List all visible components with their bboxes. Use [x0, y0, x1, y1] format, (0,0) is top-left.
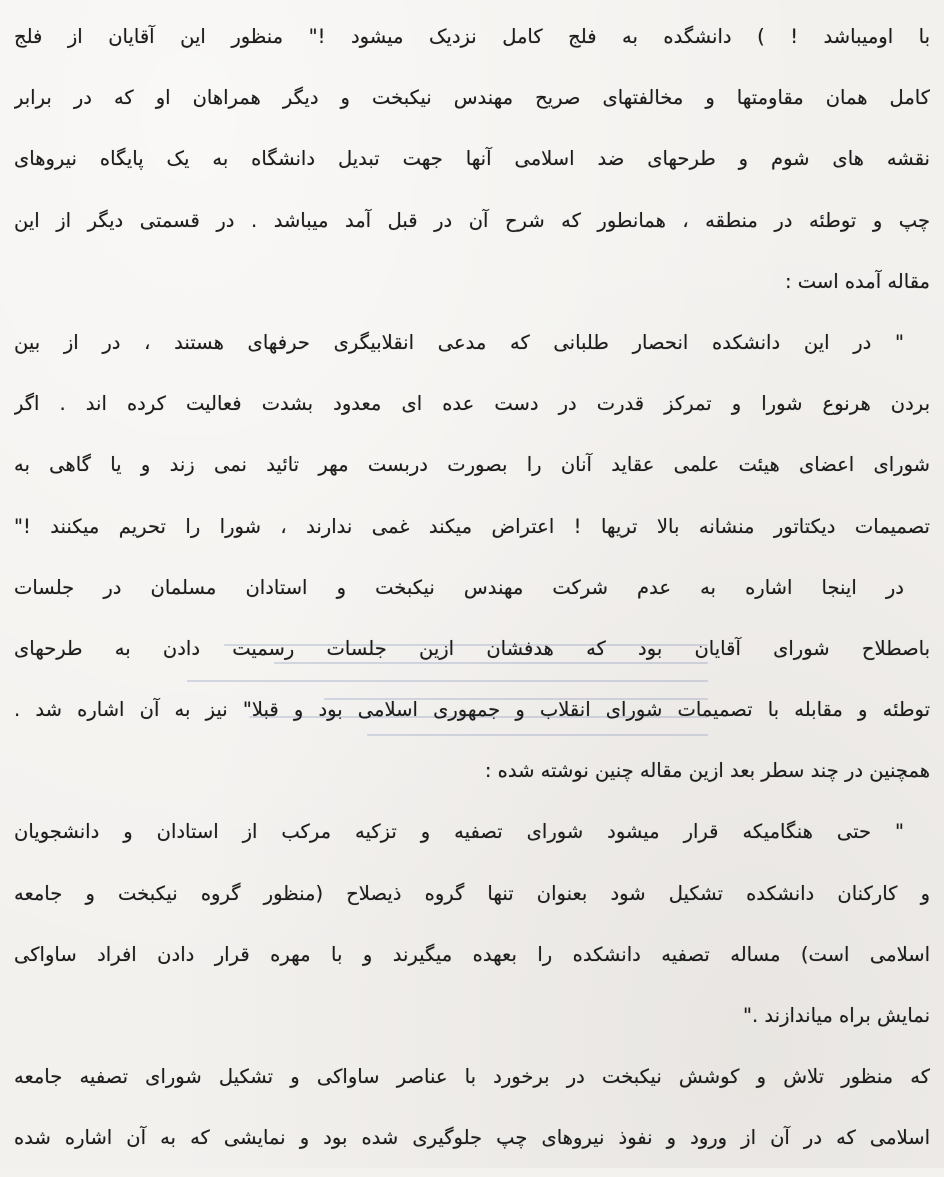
quote-line: " حتی هنگامیکه قرار میشود شورای تصفیه و تزکیه مرکب از استادان و دانشجویان: [14, 820, 904, 844]
text-line: نقشه های شوم و طرحهای ضد اسلامی آنها جهت تبدیل دانشگاه به یک پایگاه نیروهای: [14, 147, 930, 171]
quote-line: " در این دانشکده انحصار طلبانی که مدعی انقلابیگری حرفهای هستند ، در از بین: [14, 330, 904, 354]
text-line: چپ و توطئه در منطقه ، همانطور که شرح آن در قبل آمد میباشد . در قسمتی دیگر از این: [14, 208, 930, 232]
document-text-block: [14, 14, 930, 1177]
text-line: کامل همان مقاومتها و مخالفتهای صریح مهندس نیکبخت و دیگر همراهان او که در برابر: [14, 86, 930, 110]
text-line: مقاله آمده است :: [784, 269, 930, 293]
text-line: اسلامی که در آن از ورود و نفوذ نیروهای چپ جلوگیری شده بود و نمایشی که به آن اشاره شده: [14, 1126, 930, 1150]
text-line: همچنین در چند سطر بعد ازین مقاله چنین نوشته شده :: [484, 759, 930, 783]
quote-line: و کارکنان دانشکده تشکیل شود بعنوان تنها گروه ذیصلاح (منظور گروه نیکبخت و جامعه: [14, 881, 930, 905]
text-line: توطئه و مقابله با تصمیمات شورای انقلاب و جمهوری اسلامی بود و قبلا" نیز به آن اشاره شد .: [14, 698, 930, 722]
quote-line: تصمیمات دیکتاتور منشانه بالا تریها ! اعتراض میکند غمی ندارند ، شورا را تحریم میکنند !": [14, 514, 930, 538]
quote-line: بردن هرنوع شورا و تمرکز قدرت در دست عده ای معدود بشدت فعالیت کرده اند . اگر: [14, 392, 930, 416]
text-line: که منظور تلاش و کوشش نیکبخت در برخورد با عناصر ساواکی و تشکیل شورای تصفیه جامعه: [14, 1065, 930, 1089]
text-line: باصطلاح شورای آقایان بود که هدفشان ازین جلسات رسمیت دادن به طرحهای: [14, 636, 930, 660]
quote-line: اسلامی است) مساله تصفیه دانشکده را بعهده میگیرند و با مهره قرار دادن افراد ساواکی: [14, 942, 930, 966]
quote-line: نمایش براه میاندازند .": [743, 1004, 930, 1027]
text-line: با اومیباشد ! ) دانشگده به فلج کامل نزدیک میشود !" منظور این آقایان از فلج: [14, 25, 930, 48]
text-line: در اینجا اشاره به عدم شرکت مهندس نیکبخت و استادان مسلمان در جلسات: [14, 575, 904, 599]
quote-line: شورای اعضای هیئت علمی عقاید آنان را بصورت دربست مهر تائید نمی زند و یا گاهی به: [14, 453, 930, 477]
